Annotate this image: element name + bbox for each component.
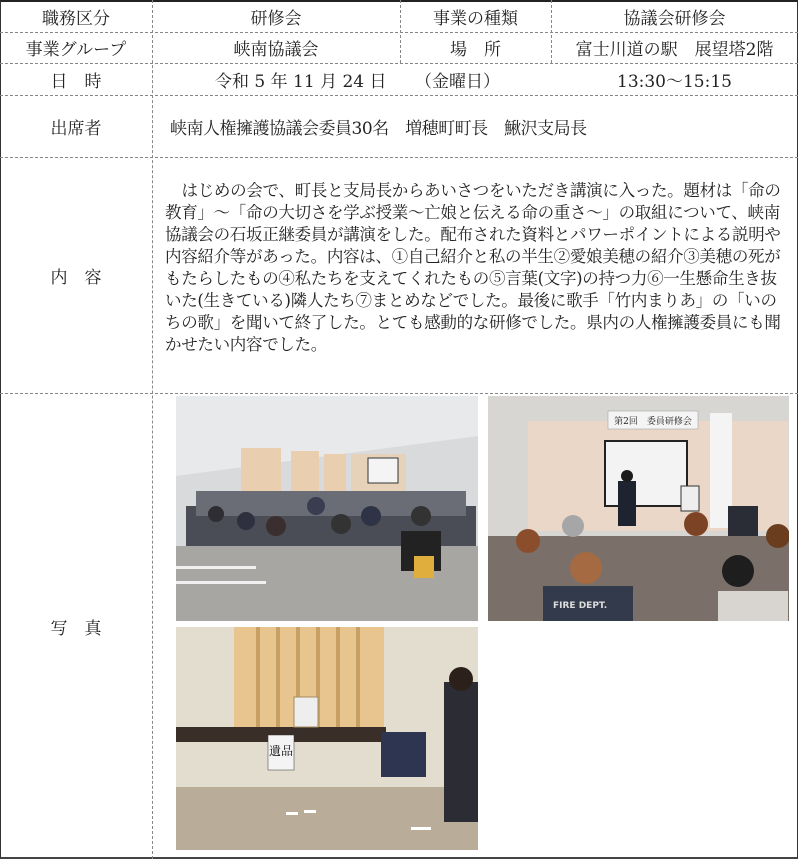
value-weekday: （金曜日） [415, 71, 500, 92]
value-date: 令和 5 年 11 月 24 日 [215, 71, 387, 92]
value-project-type: 協議会研修会 [623, 8, 726, 29]
value-project-group: 峡南協議会 [233, 40, 319, 60]
col-divider [152, 0, 153, 859]
label-attendees: 出席者 [50, 118, 102, 139]
venue-photo-image [176, 396, 478, 621]
lecture-photo-image [488, 396, 789, 621]
memorial-photo-image [176, 627, 478, 850]
memorial-sign-text: 遺品 [268, 744, 294, 758]
shirt-text: FIRE DEPT. [553, 601, 608, 611]
value-location: 富士川道の駅 展望塔2階 [575, 40, 774, 60]
value-attendees: 峡南人権擁護協議会委員30名 増穂町町長 鰍沢支局長 [170, 118, 587, 139]
label-project-group: 事業グループ [25, 40, 127, 60]
label-photos: 写 真 [50, 618, 102, 639]
label-duty-category: 職務区分 [42, 8, 110, 29]
label-content: 内 容 [50, 267, 102, 288]
label-project-type: 事業の種類 [433, 8, 518, 29]
banner-text: 第2回 委員研修会 [614, 417, 692, 427]
photo-memorial-table [176, 627, 478, 850]
photo-venue [176, 396, 478, 621]
value-duty-category: 研修会 [250, 8, 302, 29]
content-text: はじめの会で、町長と支局長からあいさつをいただき講演に入った。題材は「命の教育」〜「命の大切さを学ぶ授業〜亡娘と伝える命の重さ〜」の取組について、峡南協議会の石坂正継委員が講演をした。配布された資料とパワーポイントによる説明や内容紹介等があった。内容は、①自己紹介と私の半生②愛娘美穂の紹介③美穂の死がもたらしたもの④私たちを支えてくれたもの⑤言葉(文字)の持つ力⑥一生懸命生き抜いた(生きている)隣人たち⑦まとめなどでした。最後に歌手「竹内まりあ」の「いのちの歌」を聞いて終了した。とても感動的な研修でした。県内の人権擁護委員にも聞かせたい内容でした。 [165, 181, 781, 354]
value-time: 13:30〜15:15 [617, 71, 732, 92]
label-location: 場 所 [450, 40, 501, 60]
label-datetime: 日 時 [50, 71, 102, 92]
photo-lecture [488, 396, 789, 621]
